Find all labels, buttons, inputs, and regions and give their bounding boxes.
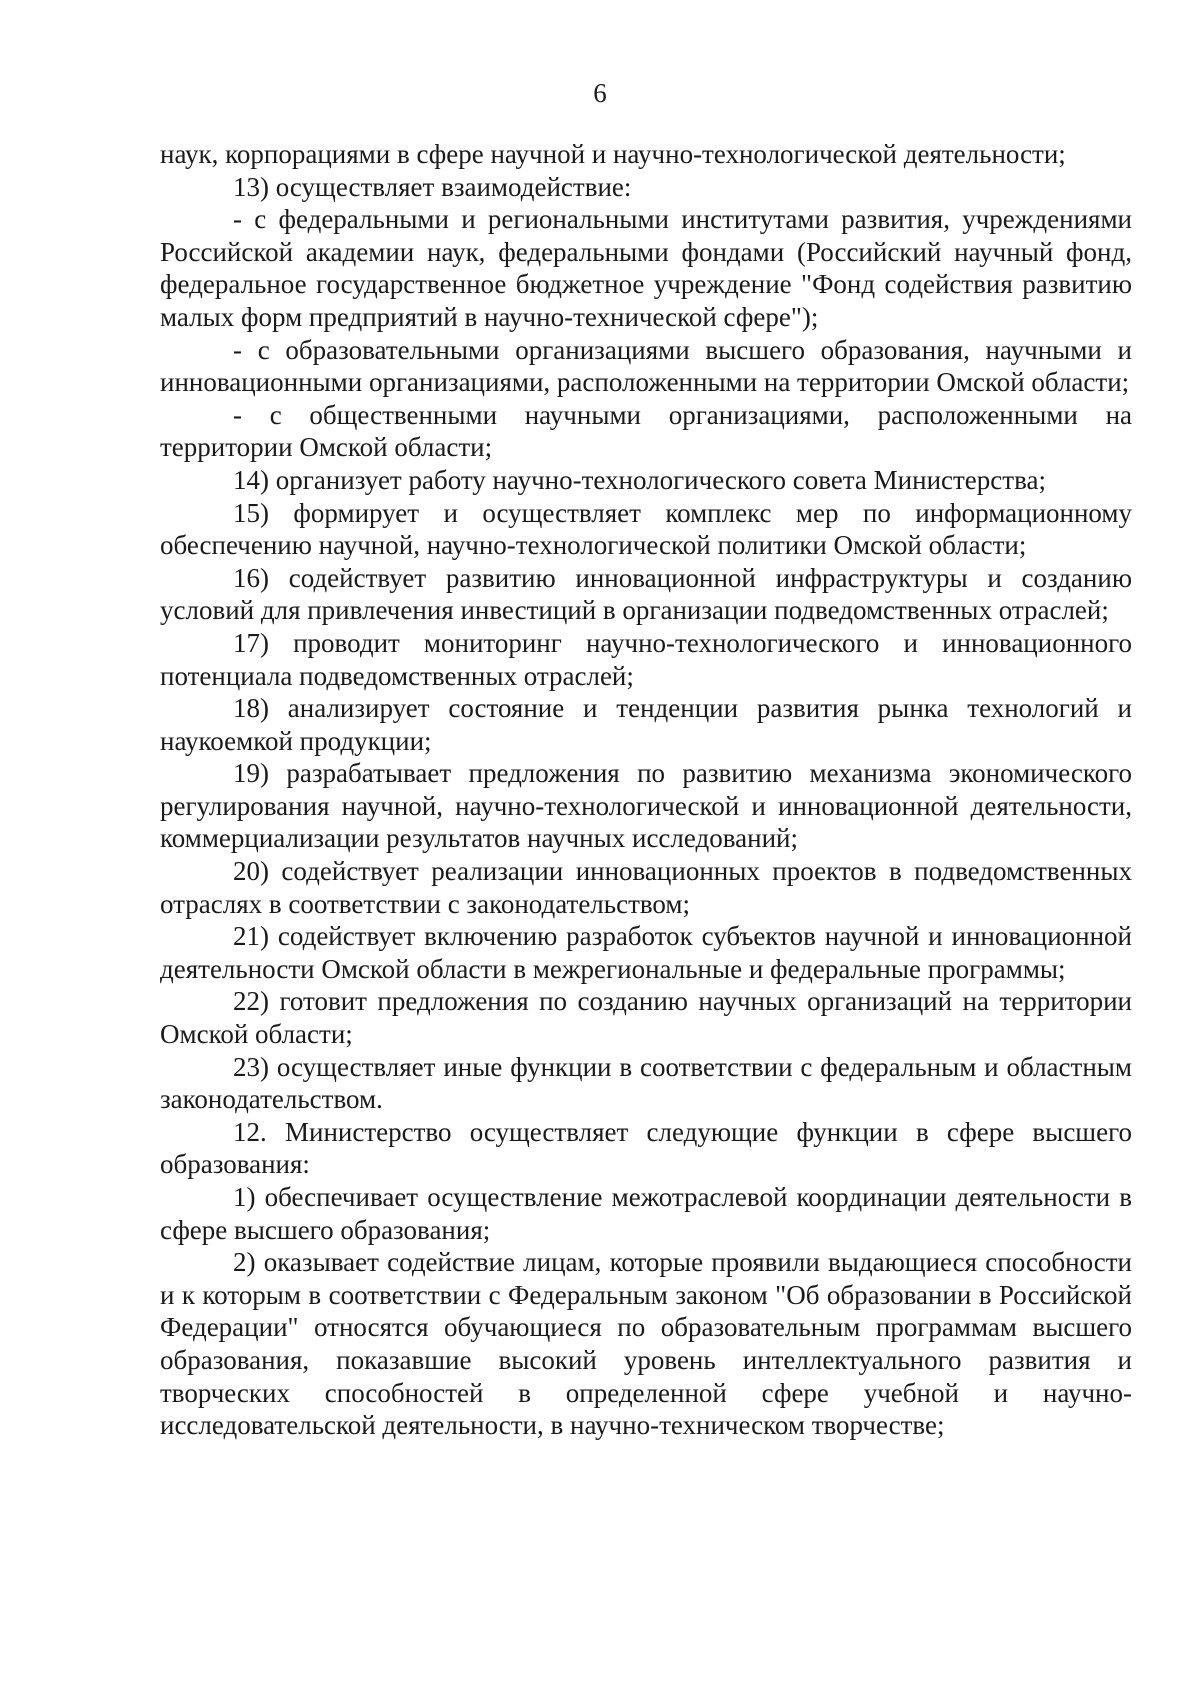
paragraph-item-20: 20) содействует реализации инновационных проектов в подведомственных отраслях в соответствии с законодательством;: [160, 856, 1132, 919]
paragraph-continuation: наук, корпорациями в сфере научной и научно-технологической деятельности;: [160, 139, 1066, 169]
paragraph-item-18: 18) анализирует состояние и тенденции развития рынка технологий и наукоемкой продукции;: [160, 693, 1132, 756]
paragraph-section-12-item-2: 2) оказывает содействие лицам, которые проявили выдающиеся способности и к которым в соответствии с Федеральным законом "Об образовании в Российской Федерации" относятся обучающиеся по образовательным программам высшего образования, показавшие высокий уровень интеллектуального развития и творческих способностей в определенной сфере учебной и научно-исследовательской деятельности, в научно-техническом творчестве;: [160, 1247, 1132, 1441]
paragraph-item-13-federal-institutes: - с федеральными и региональными институтами развития, учреждениями Российской академии наук, федеральными фондами (Российский научный фонд, федеральное государственное бюджетное учреждение "Фонд содействия развитию малых форм предприятий в научно-технической сфере");: [160, 204, 1132, 332]
paragraph-item-19: 19) разрабатывает предложения по развитию механизма экономического регулирования научной, научно-технологической и инновационной деятельности, коммерциализации результатов научных исследований;: [160, 758, 1132, 854]
paragraph-item-13-educational-organizations: - с образовательными организациями высшего образования, научными и инновационными организациями, расположенными на территории Омской области;: [160, 334, 1132, 398]
paragraph-item-17: 17) проводит мониторинг научно-технологического и инновационного потенциала подведомственных отраслей;: [160, 627, 1132, 691]
paragraph-section-12: 12. Министерство осуществляет следующие функции в сфере высшего образования:: [160, 1116, 1132, 1180]
paragraph-item-23: 23) осуществляет иные функции в соответствии с федеральным и областным законодательством.: [160, 1051, 1132, 1115]
paragraph-item-21: 21) содействует включению разработок субъектов научной и инновационной деятельности Омской области в межрегиональные и федеральные программы;: [160, 921, 1132, 984]
paragraph-section-12-item-1: 1) обеспечивает осуществление межотраслевой координации деятельности в сфере высшего образования;: [160, 1182, 1132, 1245]
document-body: [160, 138, 1132, 1442]
paragraph-item-16: 16) содействует развитию инновационной инфраструктуры и созданию условий для привлечения инвестиций в организации подведомственных отраслей;: [160, 562, 1132, 626]
paragraph-item-13: 13) осуществляет взаимодействие:: [233, 171, 632, 202]
paragraph-item-15: 15) формирует и осуществляет комплекс мер по информационному обеспечению научной, научно-технологической политики Омской области;: [160, 497, 1132, 561]
page-number: 6: [593, 78, 607, 108]
paragraph-item-14: 14) организует работу научно-технологического совета Министерства;: [233, 464, 1046, 495]
paragraph-item-13-public-organizations: - с общественными научными организациями, расположенными на территории Омской области;: [160, 399, 1132, 463]
paragraph-item-22: 22) готовит предложения по созданию научных организаций на территории Омской области;: [160, 986, 1132, 1050]
